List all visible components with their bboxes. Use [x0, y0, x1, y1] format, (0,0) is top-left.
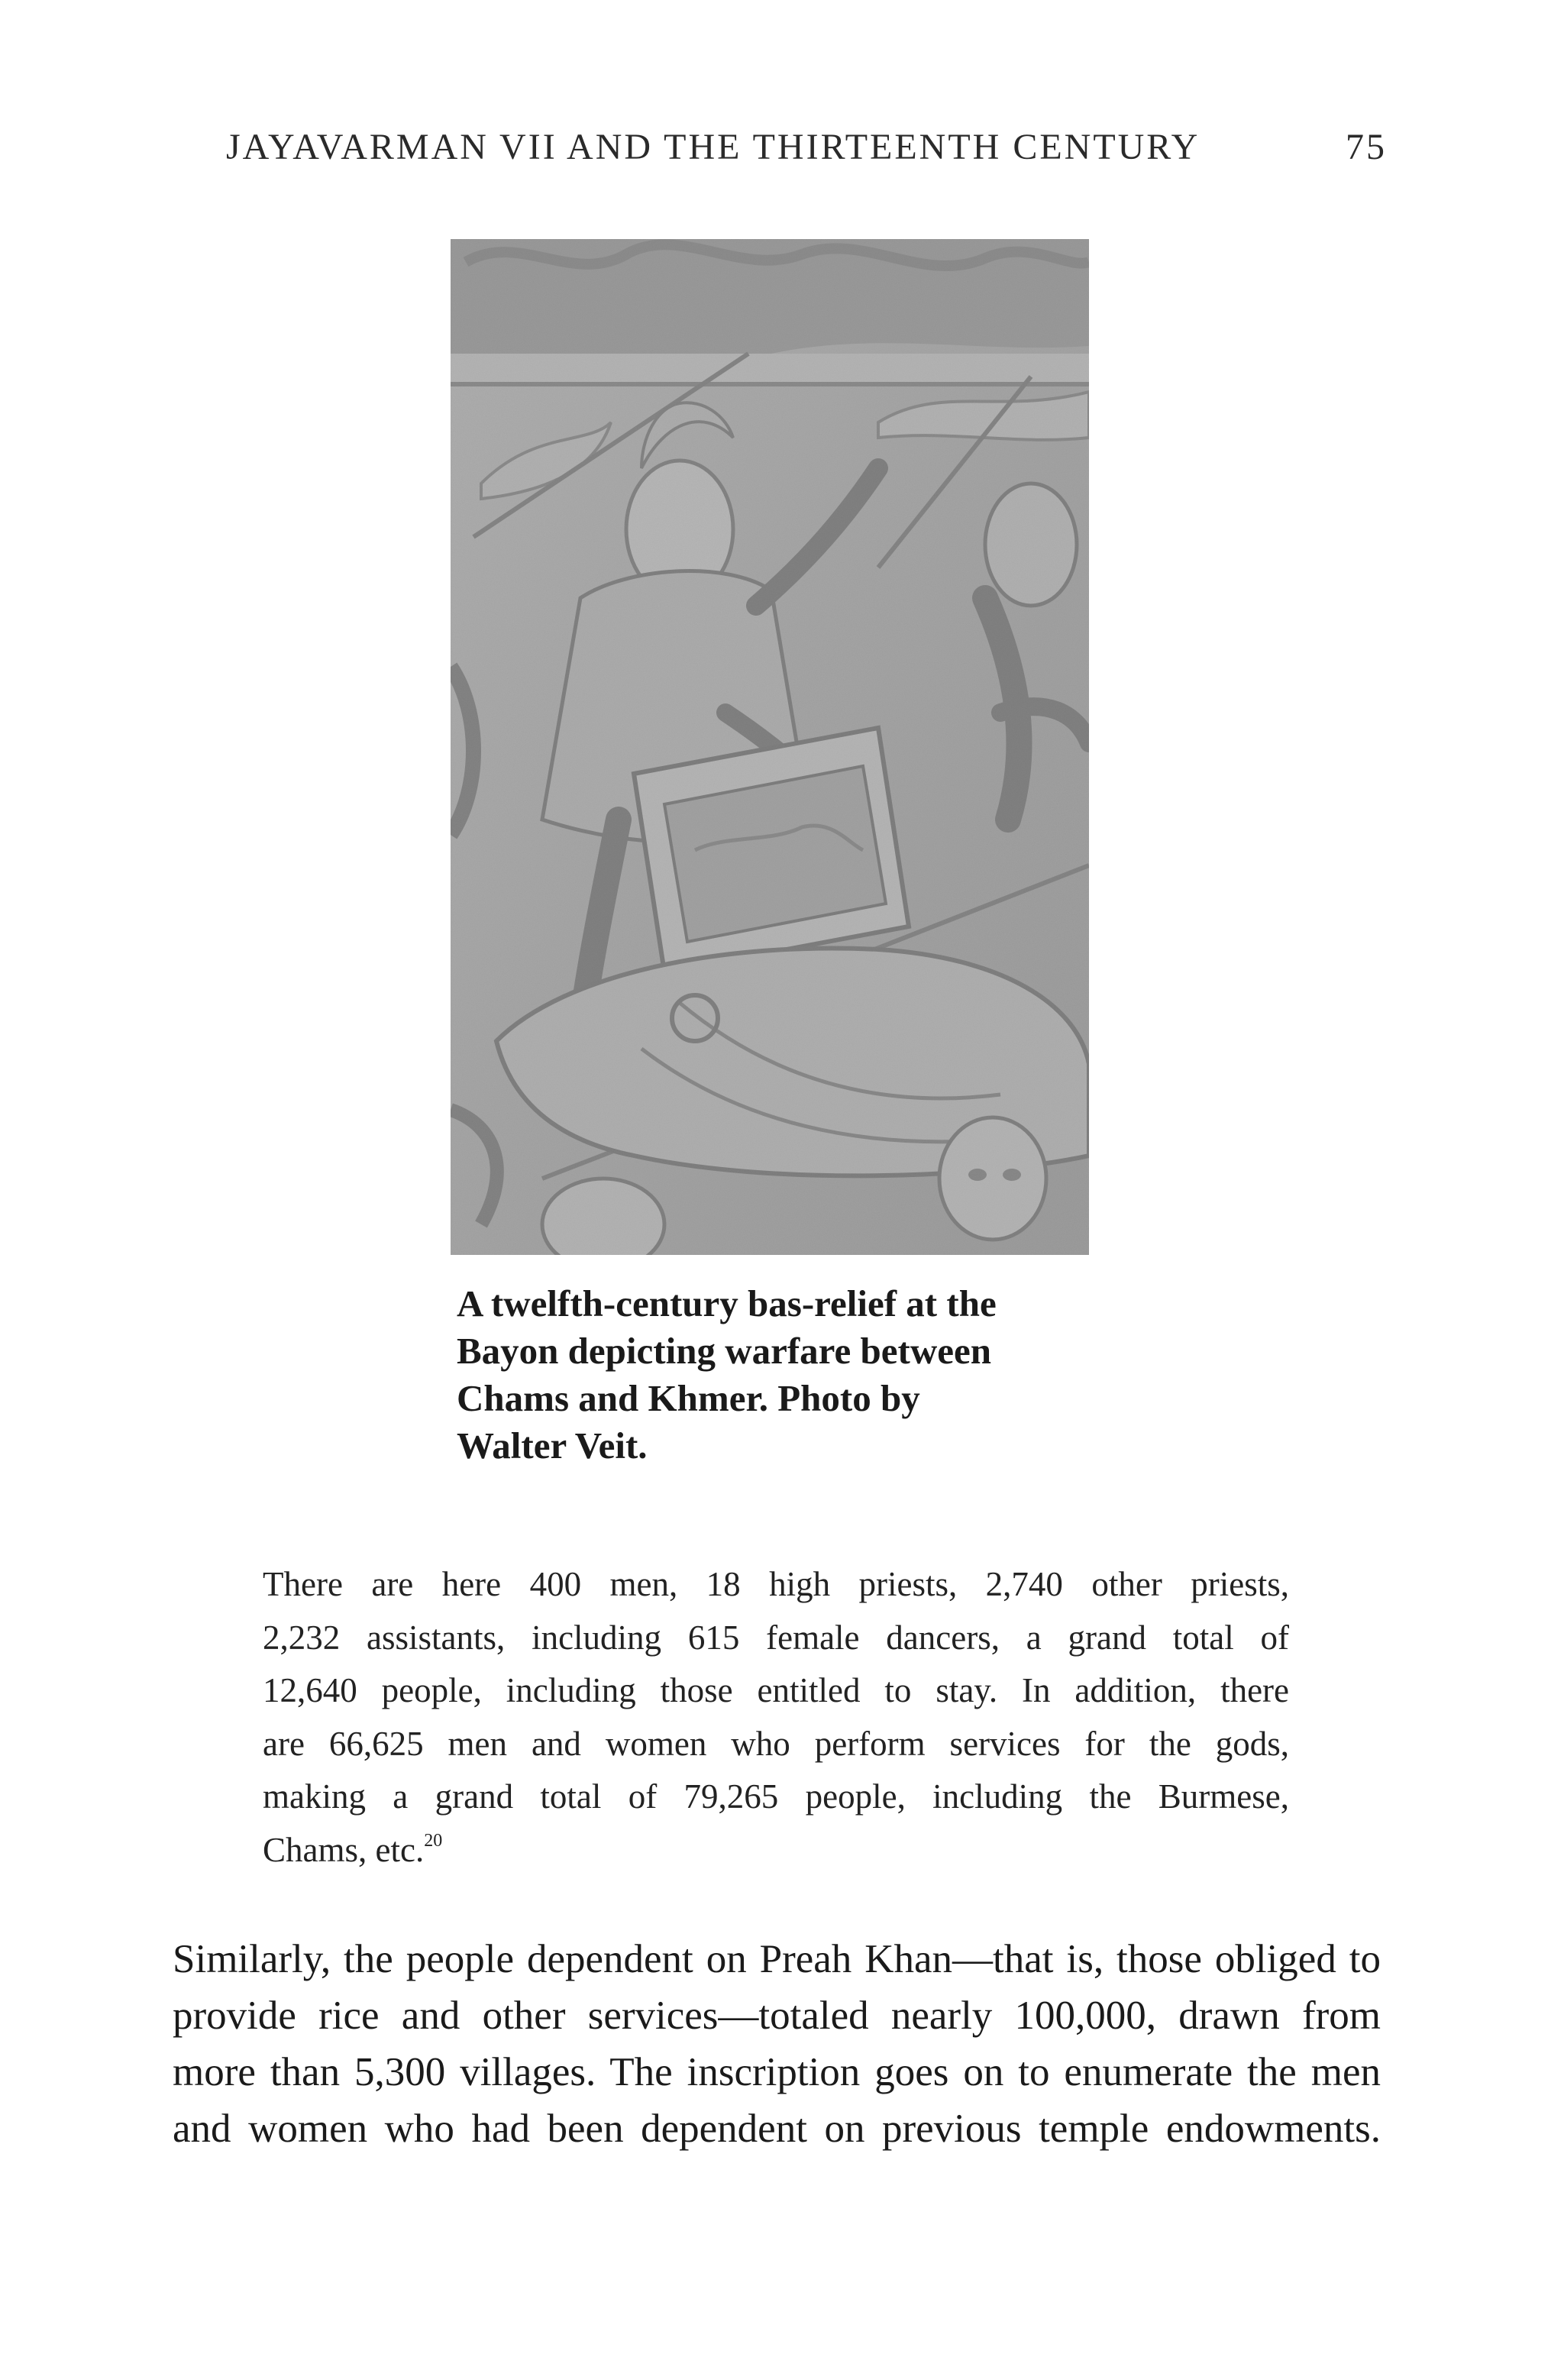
bas-relief-photo	[451, 239, 1089, 1255]
body-line: provide rice and other services—totaled nearly 100,000, drawn from	[173, 1994, 1381, 2038]
body-line: more than 5,300 villages. The inscription goes on to enumerate the men	[173, 2050, 1381, 2094]
caption-line: Chams and Khmer. Photo by	[457, 1377, 920, 1419]
caption-line: Bayon depicting warfare between	[457, 1330, 991, 1372]
page-number: 75	[1346, 127, 1387, 167]
running-head	[226, 126, 1387, 179]
quote-line: making a grand total of 79,265 people, including the Burmese,	[263, 1777, 1289, 1816]
quote-line: 12,640 people, including those entitled to stay. In addition, there	[263, 1671, 1289, 1709]
figure-caption	[457, 1280, 1068, 1470]
body-paragraph	[173, 1931, 1381, 2157]
body-line: Similarly, the people dependent on Preah Khan—that is, those obliged to	[173, 1937, 1381, 1981]
quote-line: There are here 400 men, 18 high priests, 2,740 other priests,	[263, 1565, 1289, 1603]
caption-line: A twelfth-century bas-relief at the	[457, 1282, 997, 1324]
caption-line: Walter Veit.	[457, 1424, 648, 1466]
block-quote	[263, 1558, 1289, 1877]
bas-relief-image	[451, 239, 1089, 1255]
body-line: and women who had been dependent on previous temple endowments.	[173, 2107, 1381, 2151]
quote-line-text: Chams, etc.	[263, 1830, 425, 1869]
quote-line: are 66,625 men and women who perform services for the gods,	[263, 1724, 1289, 1763]
running-head-title: JAYAVARMAN VII AND THE THIRTEENTH CENTURY	[226, 127, 1200, 167]
quote-line: 2,232 assistants, including 615 female dancers, a grand total of	[263, 1618, 1289, 1657]
quote-line-last	[263, 1824, 1289, 1877]
footnote-marker: 20	[424, 1830, 443, 1851]
